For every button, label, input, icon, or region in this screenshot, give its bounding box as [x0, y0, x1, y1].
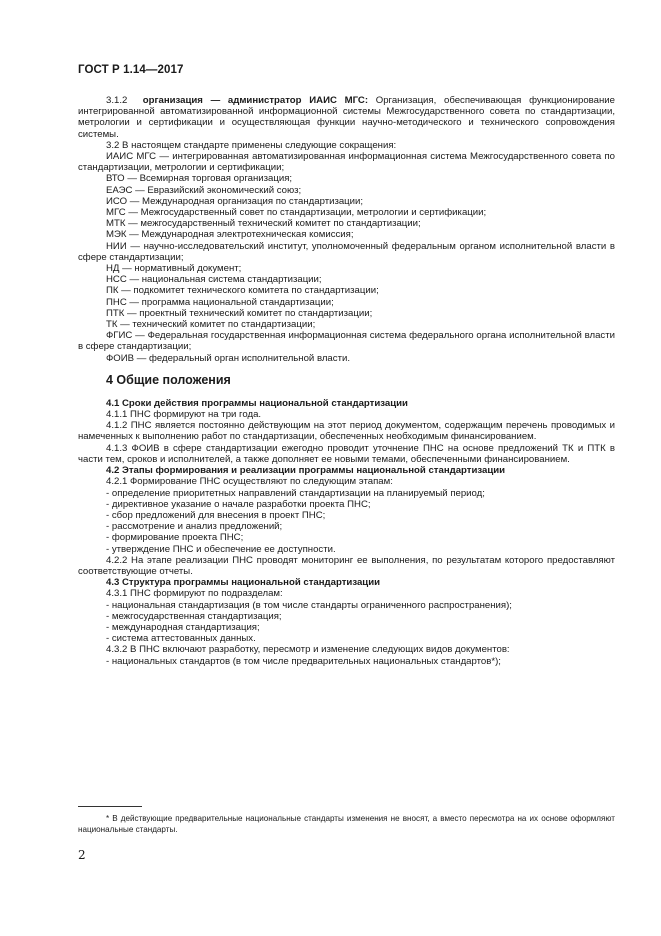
paragraph-4-1-1: 4.1.1 ПНС формируют на три года.	[106, 409, 262, 421]
abbreviation-iso: ИСО — Международная организация по стандартизации;	[106, 195, 364, 207]
subsection-4-2-heading: 4.2 Этапы формирования и реализации программы национальной стандартизации	[106, 465, 506, 477]
paragraph-3-1-2	[78, 95, 615, 140]
paragraph-4-1-3: 4.1.3 ФОИВ в сфере стандартизации ежегодно проводит уточнение ПНС на основе предложений ТК и ПТК в части тем, сроков и исполнителей, а также дополняет ее новыми темами, обеспеченными финансированием.	[78, 442, 615, 465]
footnote-divider	[78, 806, 142, 807]
abbreviation-mtk: МТК — межгосударственный технический комитет по стандартизации;	[106, 218, 421, 230]
paragraph-4-3-2: 4.3.2 В ПНС включают разработку, пересмотр и изменение следующих видов документов:	[106, 644, 510, 656]
abbreviation-eaes: ЕАЭС — Евразийский экономический союз;	[106, 184, 302, 196]
subsection-4-1-heading: 4.1 Сроки действия программы национальной стандартизации	[106, 397, 408, 409]
abbreviation-ptk: ПТК — проектный технический комитет по стандартизации;	[106, 307, 373, 319]
abbreviation-mek: МЭК — Международная электротехническая комиссия;	[106, 229, 354, 241]
list-item: - национальных стандартов (в том числе предварительных национальных стандартов*);	[106, 655, 501, 667]
abbreviation-vto: ВТО — Всемирная торговая организация;	[106, 173, 293, 185]
list-item: - международная стандартизация;	[106, 621, 260, 633]
paragraph-4-3-1: 4.3.1 ПНС формируют по подразделам:	[106, 588, 283, 600]
list-item: - сбор предложений для внесения в проект ПНС;	[106, 509, 326, 521]
abbreviation-fgis: ФГИС — Федеральная государственная информационная система федерального органа исполнительной власти в сфере стандартизации;	[78, 330, 615, 353]
list-item: - формирование проекта ПНС;	[106, 532, 244, 544]
clause-number: 3.1.2	[106, 95, 128, 106]
document-body	[78, 95, 615, 667]
abbreviation-nd: НД — нормативный документ;	[106, 263, 242, 275]
paragraph-4-2-2: 4.2.2 На этапе реализации ПНС проводят мониторинг ее выполнения, по результатам которого предоставляют соответствующие отчеты.	[78, 554, 615, 577]
abbreviation-pns: ПНС — программа национальной стандартизации;	[106, 296, 334, 308]
abbreviation-nss: НСС — национальная система стандартизации;	[106, 274, 322, 286]
abbreviation-nii: НИИ — научно-исследовательский институт, уполномоченный федеральным органом исполнительной власти в сфере стандартизации;	[78, 240, 615, 263]
list-item: - утверждение ПНС и обеспечение ее доступности.	[106, 543, 336, 555]
list-item: - система аттестованных данных.	[106, 633, 256, 645]
footnote-text: * В действующие предварительные национальные стандарты изменения не вносят, а вместо пересмотра на их основе оформляют национальные стандарты.	[78, 814, 615, 834]
abbreviation-tk: ТК — технический комитет по стандартизации;	[106, 319, 316, 331]
list-item: - рассмотрение и анализ предложений;	[106, 521, 283, 533]
document-header-title: ГОСТ Р 1.14—2017	[78, 64, 184, 76]
abbreviation-mgs: МГС — Межгосударственный совет по стандартизации, метрологии и сертификации;	[106, 207, 487, 219]
abbreviation-foiv: ФОИВ — федеральный орган исполнительной власти.	[106, 352, 350, 364]
abbreviation-pk: ПК — подкомитет технического комитета по стандартизации;	[106, 285, 379, 297]
definition-text: Организация, обеспечивающая функционирование интегрированной автоматизированной информационной системы Межгосударственного совета по стандартизации, метрологии и сертификации и осуществляющая функции научно-методического и технического сопровождения системы.	[78, 95, 615, 140]
defined-term: организация — администратор ИАИС МГС:	[142, 95, 369, 106]
paragraph-4-2-1: 4.2.1 Формирование ПНС осуществляют по следующим этапам:	[106, 476, 393, 488]
paragraph-4-1-2: 4.1.2 ПНС является постоянно действующим на этот период документом, содержащим перечень проводимых и намеченных к выполнению работ по стандартизации, обеспеченных необходимым финансированием.	[78, 420, 615, 443]
section-4-heading: 4 Общие положения	[106, 372, 231, 387]
page-number: 2	[78, 848, 86, 862]
subsection-4-3-heading: 4.3 Структура программы национальной стандартизации	[106, 577, 380, 589]
abbreviation-iais-mgs: ИАИС МГС — интегрированная автоматизированная информационная система Межгосударственного совета по стандартизации, метрологии и сертификации;	[78, 151, 615, 174]
list-item: - межгосударственная стандартизация;	[106, 610, 282, 622]
list-item: - национальная стандартизация (в том числе стандарты ограниченного распространения);	[106, 599, 512, 611]
list-item: - директивное указание о начале разработки проекта ПНС;	[106, 498, 371, 510]
list-item: - определение приоритетных направлений стандартизации на планируемый период;	[106, 487, 485, 499]
paragraph-3-2: 3.2 В настоящем стандарте применены следующие сокращения:	[106, 139, 397, 151]
